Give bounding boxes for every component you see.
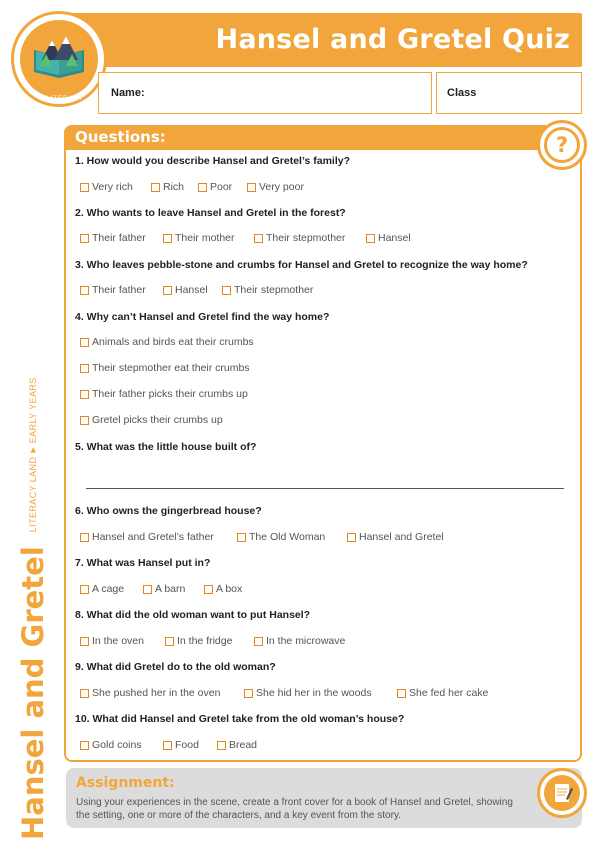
option-label: Hansel <box>175 284 208 296</box>
q6-option-3[interactable] <box>347 531 444 543</box>
q4-option-1[interactable] <box>80 336 254 348</box>
option-label: A barn <box>155 583 186 595</box>
checkbox[interactable] <box>366 234 375 243</box>
option-label: In the microwave <box>266 635 346 647</box>
q7-option-3[interactable] <box>204 583 242 595</box>
q7-option-1[interactable] <box>80 583 124 595</box>
class-label: Class <box>447 87 477 99</box>
question-6: 6. Who owns the gingerbread house? <box>75 505 262 517</box>
q10-option-2[interactable] <box>163 739 199 751</box>
question-4: 4. Why can’t Hansel and Gretel find the way home? <box>75 311 330 323</box>
option-label: Their father picks their crumbs up <box>92 388 248 400</box>
option-label: She fed her cake <box>409 687 489 699</box>
question-5: 5. What was the little house built of? <box>75 441 257 453</box>
option-label: Food <box>175 739 199 751</box>
answer-line[interactable] <box>86 488 564 489</box>
option-label: Gretel picks their crumbs up <box>92 414 223 426</box>
option-label: Hansel and Gretel’s father <box>92 531 214 543</box>
q4-option-4[interactable] <box>80 414 223 426</box>
q1-option-4[interactable] <box>247 181 304 193</box>
checkbox[interactable] <box>151 183 160 192</box>
option-label: The Old Woman <box>249 531 326 543</box>
checkbox[interactable] <box>80 533 89 542</box>
q6-option-1[interactable] <box>80 531 214 543</box>
question-mark-icon <box>537 120 587 170</box>
checkbox[interactable] <box>204 585 213 594</box>
question-8: 8. What did the old woman want to put Hansel? <box>75 609 311 621</box>
checkbox[interactable] <box>163 286 172 295</box>
name-field[interactable] <box>98 72 432 114</box>
questions-heading: Questions: <box>75 128 166 146</box>
option-label: A box <box>216 583 243 595</box>
checkbox[interactable] <box>254 637 263 646</box>
q4-option-3[interactable] <box>80 388 248 400</box>
assignment-notepad-icon <box>537 768 587 818</box>
option-label: Bread <box>229 739 258 751</box>
option-label: Their mother <box>175 232 235 244</box>
checkbox[interactable] <box>80 637 89 646</box>
checkbox[interactable] <box>217 741 226 750</box>
option-label: Their stepmother <box>234 284 314 296</box>
question-mark-glyph: ? <box>544 127 580 163</box>
question-10: 10. What did Hansel and Gretel take from the old woman’s house? <box>75 713 405 725</box>
q2-option-1[interactable] <box>80 232 146 244</box>
checkbox[interactable] <box>237 533 246 542</box>
question-2: 2. Who wants to leave Hansel and Gretel in the forest? <box>75 207 346 219</box>
q1-option-3[interactable] <box>198 181 232 193</box>
checkbox[interactable] <box>163 234 172 243</box>
side-title-text: Hansel and Gretel <box>16 546 50 840</box>
checkbox[interactable] <box>80 364 89 373</box>
checkbox[interactable] <box>143 585 152 594</box>
option-label: Their father <box>92 232 146 244</box>
q4-option-2[interactable] <box>80 362 250 374</box>
option-label: Their stepmother <box>266 232 346 244</box>
literacy-book-logo-icon <box>11 11 107 107</box>
checkbox[interactable] <box>80 585 89 594</box>
q9-option-1[interactable] <box>80 687 220 699</box>
option-label: Animals and birds eat their crumbs <box>92 336 254 348</box>
checkbox[interactable] <box>222 286 231 295</box>
checkbox[interactable] <box>80 416 89 425</box>
assignment-text: Using your experiences in the scene, create a front cover for a book of Hansel and Gretel, showing the setting, one or more of the characters, and a key event from the story. <box>76 797 513 821</box>
logo-text: LITERACY <box>46 96 84 102</box>
q9-option-2[interactable] <box>244 687 372 699</box>
option-label: She pushed her in the oven <box>92 687 221 699</box>
side-brand: LITERACY LAND <box>28 456 38 533</box>
q1-option-2[interactable] <box>151 181 184 193</box>
checkbox[interactable] <box>397 689 406 698</box>
checkbox[interactable] <box>80 689 89 698</box>
question-1: 1. How would you describe Hansel and Gretel’s family? <box>75 155 351 167</box>
q6-option-2[interactable] <box>237 531 325 543</box>
logo-badge <box>20 20 98 102</box>
assignment-badge-inner <box>544 775 580 811</box>
q3-option-3[interactable] <box>222 284 313 296</box>
q3-option-1[interactable] <box>80 284 146 296</box>
option-label: Their stepmother eat their crumbs <box>92 362 250 374</box>
q8-option-2[interactable] <box>165 635 232 647</box>
option-label: In the oven <box>92 635 144 647</box>
option-label: She hid her in the woods <box>256 687 372 699</box>
checkbox[interactable] <box>247 183 256 192</box>
q2-option-4[interactable] <box>366 232 411 244</box>
checkbox[interactable] <box>198 183 207 192</box>
checkbox[interactable] <box>80 286 89 295</box>
book-mountains-icon <box>20 20 98 98</box>
q2-option-2[interactable] <box>163 232 235 244</box>
checkbox[interactable] <box>80 338 89 347</box>
name-label: Name: <box>111 87 145 99</box>
checkbox[interactable] <box>80 741 89 750</box>
option-label: Hansel and Gretel <box>359 531 444 543</box>
checkbox[interactable] <box>254 234 263 243</box>
q9-option-3[interactable] <box>397 687 488 699</box>
question-3: 3. Who leaves pebble-stone and crumbs for Hansel and Gretel to recognize the way home? <box>75 259 528 271</box>
notepad-pencil-icon <box>544 775 580 811</box>
q7-option-2[interactable] <box>143 583 185 595</box>
side-level: EARLY YEARS <box>28 377 38 444</box>
play-triangle-icon: ▶ <box>30 447 37 453</box>
option-label: Rich <box>163 181 185 193</box>
q8-option-1[interactable] <box>80 635 144 647</box>
q1-option-1[interactable] <box>80 181 133 193</box>
assignment-heading: Assignment: <box>76 775 175 791</box>
question-9: 9. What did Gretel do to the old woman? <box>75 661 276 673</box>
option-label: Their father <box>92 284 146 296</box>
checkbox[interactable] <box>347 533 356 542</box>
q10-option-1[interactable] <box>80 739 142 751</box>
q8-option-3[interactable] <box>254 635 345 647</box>
option-label: In the fridge <box>177 635 233 647</box>
q2-option-3[interactable] <box>254 232 345 244</box>
q3-option-2[interactable] <box>163 284 208 296</box>
checkbox[interactable] <box>80 390 89 399</box>
checkbox[interactable] <box>165 637 174 646</box>
checkbox[interactable] <box>80 183 89 192</box>
page-title: Hansel and Gretel Quiz <box>215 24 570 55</box>
checkbox[interactable] <box>163 741 172 750</box>
option-label: Very poor <box>259 181 304 193</box>
side-title <box>8 360 58 840</box>
option-label: A cage <box>92 583 125 595</box>
checkbox[interactable] <box>244 689 253 698</box>
option-label: Poor <box>210 181 233 193</box>
q10-option-3[interactable] <box>217 739 257 751</box>
option-label: Very rich <box>92 181 133 193</box>
option-label: Gold coins <box>92 739 142 751</box>
question-7: 7. What was Hansel put in? <box>75 557 211 569</box>
option-label: Hansel <box>378 232 411 244</box>
checkbox[interactable] <box>80 234 89 243</box>
